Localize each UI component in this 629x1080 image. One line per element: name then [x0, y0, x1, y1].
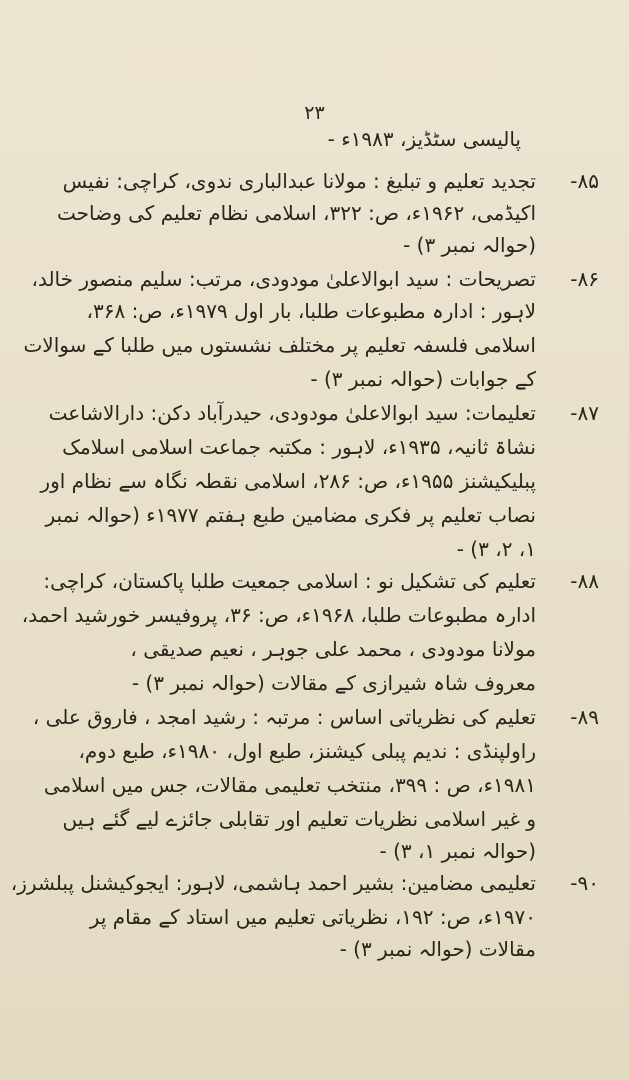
page-number: ۲۳ [304, 102, 325, 124]
entry-number-90: ۹۰- [570, 871, 599, 895]
entry-88-line-2: ادارہ مطبوعات طلبا، ۱۹۶۸ء، ص: ۳۶، پروفیسر خورشید احمد، [21, 603, 536, 627]
entry-89-line-3: ۱۹۸۱ء، ص : ۳۹۹، منتخب تعلیمی مقالات، جس میں اسلامی [43, 773, 536, 797]
entry-89-line-4: و غیر اسلامی نظریات تعلیم اور تقابلی جائزے لیے گئے ہیں [62, 807, 536, 831]
entry-number-85: ۸۵- [570, 169, 599, 193]
entry-87-line-4: نصاب تعلیم پر فکری مضامین طبع ہفتم ۱۹۷۷ء (حوالہ نمبر [45, 503, 536, 527]
entry-87-line-2: نشاۃ ثانیہ، ۱۹۳۵ء، لاہور : مکتبہ جماعت اسلامی اسلامک [62, 435, 536, 459]
entry-89-line-5: (حوالہ نمبر ۱، ۳) - [379, 839, 536, 863]
entry-85-line-1: تجدید تعلیم و تبلیغ : مولانا عبدالباری ندوی، کراچی: نفیس [62, 169, 536, 193]
entry-86-line-1: تصریحات : سید ابوالاعلیٰ مودودی، مرتب: سلیم منصور خالد، [31, 267, 536, 291]
entry-90-line-3: مقالات (حوالہ نمبر ۳) - [339, 937, 536, 961]
entry-86-line-3: اسلامی فلسفہ تعلیم پر مختلف نشستوں میں طلبا کے سوالات [23, 333, 536, 357]
entry-90-line-1: تعلیمی مضامین: بشیر احمد ہاشمی، لاہور: ایجوکیشنل پبلشرز، [10, 871, 536, 895]
entry-87-line-1: تعلیمات: سید ابوالاعلیٰ مودودی، حیدرآباد دکن: دارالاشاعت [48, 401, 536, 425]
entry-number-88: ۸۸- [570, 569, 599, 593]
entry-85-line-3: (حوالہ نمبر ۳) - [403, 233, 536, 257]
entry-87-line-5: ۱، ۲، ۳) - [456, 537, 536, 561]
entry-85-line-2: اکیڈمی، ۱۹۶۲ء، ص: ۳۲۲، اسلامی نظام تعلیم کی وضاحت [57, 201, 536, 225]
entry-86-line-2: لاہور : ادارہ مطبوعات طلبا، بار اول ۱۹۷۹ء، ص: ۳۶۸، [86, 299, 536, 323]
entry-number-86: ۸۶- [570, 267, 599, 291]
entry-89-line-2: راولپنڈی : ندیم پبلی کیشنز، طبع اول، ۱۹۸۰ء، طبع دوم، [78, 739, 536, 763]
entry-88-line-4: معروف شاہ شیرازی کے مقالات (حوالہ نمبر ۳) - [131, 671, 536, 695]
entry-88-line-1: تعلیم کی تشکیل نو : اسلامی جمعیت طلبا پاکستان، کراچی: [43, 569, 536, 593]
entry-number-87: ۸۷- [570, 401, 599, 425]
entry-89-line-1: تعلیم کی نظریاتی اساس : مرتبہ : رشید امجد ، فاروق علی ، [32, 705, 536, 729]
entry-88-line-3: مولانا مودودی ، محمد علی جوہر ، نعیم صدیقی ، [130, 637, 536, 661]
entry-number-89: ۸۹- [570, 705, 599, 729]
continuation-line: پالیسی سٹڈیز، ۱۹۸۳ء - [327, 127, 521, 151]
entry-90-line-2: ۱۹۷۰ء، ص: ۱۹۲، نظریاتی تعلیم میں استاد کے مقام پر [89, 905, 536, 929]
entry-86-line-4: کے جوابات (حوالہ نمبر ۳) - [310, 367, 536, 391]
entry-87-line-3: پبلیکیشنز ۱۹۵۵ء، ص: ۲۸۶، اسلامی نقطہ نگاہ سے نظام اور [40, 469, 536, 493]
